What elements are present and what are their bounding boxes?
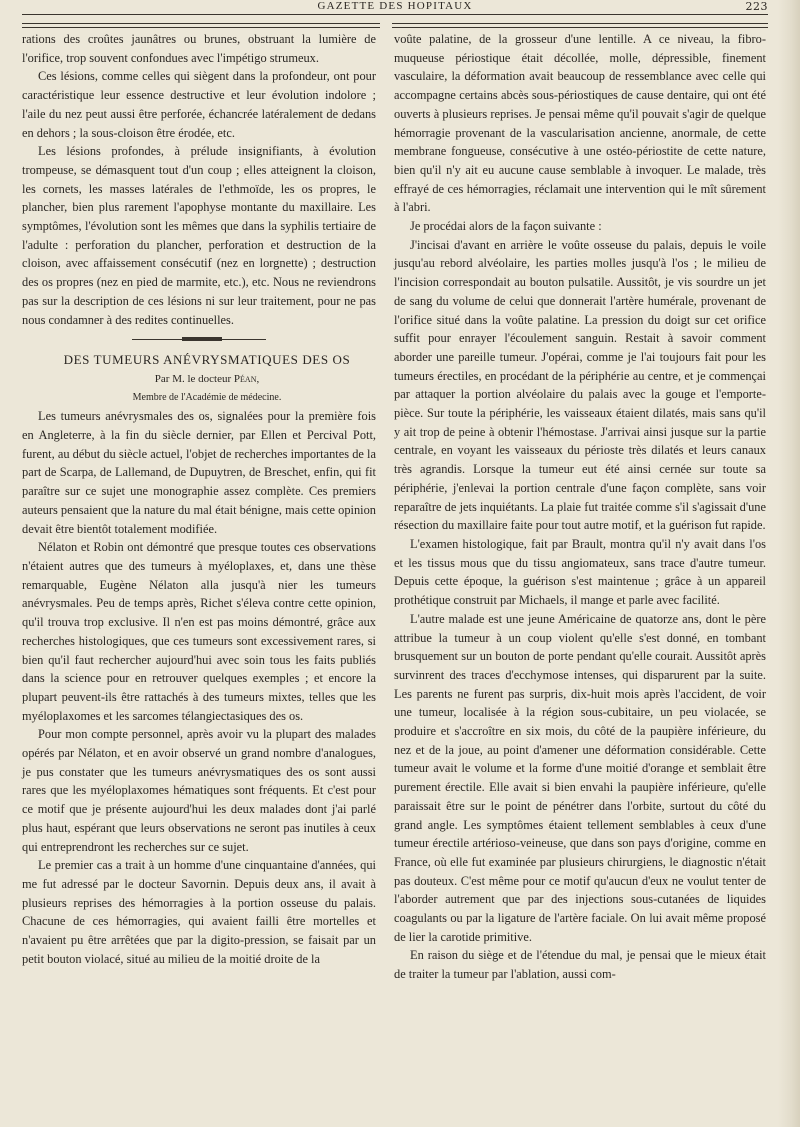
paragraph: L'examen histologique, fait par Brault, montra qu'il n'y avait dans l'os et les tissus mous que du tissu angiomateux, sans trace d'autre tumeur. Depuis cette époque, la guérison s'est maintenue ; grâce à un appareil prothétique construit par Michaels, il mange et parle avec facilité.: [394, 536, 766, 608]
paragraph: L'autre malade est une jeune Américaine de quatorze ans, dont le père attribue la tumeur à un coup violent qu'elle s'est donné, en tombant brusquement sur un bouton de porte pendant qu'elle courait. Aussitôt après survinrent des traces d'ecchymose intenses, qui disparurent par la suite. Les parents ne furent pas surpris, dix-huit mois après l'accident, de voir une tumeur, localisée à la région sous-cubitaire, un peu violacée, se produire et s'accroître en six mois, du côté de la paupière inférieure, du nez et de la joue, au point d'amener une déformation considérable. Cette tumeur avait le volume et la forme d'une moitié d'orange et semblait être purement érectile. Elle avait si bien envahi la paupière inférieure, qu'elle paraissait être sur le point de pénétrer dans l'orbite, surtout du côté du grand angle. Les symptômes étaient tellement semblables à ceux d'une tumeur érectile artérioso-veineuse, que dans son pays d'origine, comme en France, où elle fut examinée par plusieurs chirurgiens, le diagnostic n'était pas douteux. C'est même pour ce motif qu'aucun d'eux ne voulut tenter de l'aborder autrement que par des injections sous-cutanées de liquides coagulants ou par la ligature de l'artère faciale. On lui avait même proposé de lier la carotide primitive.: [394, 611, 766, 944]
byline: [22, 370, 376, 389]
column-rule-left: [22, 23, 380, 28]
column-rule-right: [392, 23, 768, 28]
author-name: Péan,: [233, 372, 260, 385]
paragraph: Le premier cas a trait à un homme d'une cinquantaine d'années, qui me fut adressé par le docteur Savornin. Depuis deux ans, il avait à plusieurs reprises des hémorragies à la portion osseuse du palais. Chacune de ces hémorragies, qui avaient failli être mortelles et n'avaient pu être arrêtées que par la digito-pression, se faisait par un petit bouton violacé, situé au milieu de la moitié droite de la: [22, 858, 376, 966]
paragraph: Les tumeurs anévrysmales des os, signalées pour la première fois en Angleterre, à la fin du siècle dernier, par Ellen et Percival Pott, furent, au début du siècle actuel, l'objet de recherches importantes de la part de Scarpa, de Lallemand, de Dupuytren, de Breschet, enfin, qui fit paraître sur ce sujet une monographie assez complète. Ces premiers auteurs pensaient que la nature du mal était bénigne, mais cette opinion devait être bientôt totalement modifiée.: [22, 409, 376, 536]
journal-title: GAZETTE DES HOPITAUX: [317, 0, 473, 12]
paragraph: Ces lésions, comme celles qui siègent dans la profondeur, ont pour caractéristique leur essence destructive et leur évolution indolore ; l'aile du nez peut aussi être perforée, échancrée latéralement de dedans en dehors ; la sous-cloison être érodée, etc.: [22, 69, 376, 140]
paragraph: En raison du siège et de l'étendue du mal, je pensai que le mieux était de traiter la tumeur par l'ablation, aussi com-: [394, 948, 766, 982]
section-divider: [22, 335, 376, 343]
section-title: DES TUMEURS ANÉVRYSMATIQUES DES OS: [63, 352, 351, 368]
page-header: [22, 0, 768, 15]
paragraph: Nélaton et Robin ont démontré que presque toutes ces observations n'étaient autres que des tumeurs à myéloplaxes, et, dans une thèse remarquable, Eugène Nélaton alla jusqu'à nier les tumeurs anévrysmales. Peu de temps après, Richet s'éleva contre cette opinion, qu'il trouva trop exclusive. Il n'en est pas moins démontré, grâce aux recherches histologiques, que ces tumeurs sont excessivement rares, si bien qu'il faut rechercher aujourd'hui avec soin tous les faits publiés dans la science pour en retrouver quelques exemples ; et encore la plupart peuvent-ils être rattachés à des tumeurs mixtes, telles que les myéloplaxomes et les sarcomes télangiectasiques des os.: [22, 540, 376, 723]
paragraph: Je procédai alors de la façon suivante :: [410, 219, 602, 234]
paragraph: J'incisai d'avant en arrière le voûte osseuse du palais, depuis le voile jusqu'au rebord alvéolaire, les parties molles jusqu'à l'os ; le milieu de l'incision correspondait au bouton pulsatile. Aussitôt, je vis sourdre un jet de sang du volume de celui que donnerait l'artère humérale, provenant de l'orifice situé dans la voûte palatine. La pression du doigt sur cet orifice suffit pour enrayer l'écoulement sanguin. Restait à savoir comment aborder une pareille tumeur. J'opérai, comme je l'ai toujours fait pour les tumeurs érectiles, en procédant de la périphérie au centre, et je commençai par attaquer la portion alvéolaire du palais avec la gouge et l'emporte-pièce. Sur toute la périphérie, les vaisseaux étaient dilatés, mais sans qu'il y ait trop de peine à obtenir l'hémostase. J'arrivai ainsi jusque sur la partie centrale, en voyant les vaisseaux du périoste très dilatés et leurs canaux très agrandis. Lorsque la tumeur eut été ainsi cernée sur toute sa périphérie, j'enlevai la portion centrale d'une façon complète, sans voir reparaître de jets inquiétants. La plaie fut traitée comme s'il s'agissait d'une résection du maxillaire faite pour tout autre motif, et la guérison fut rapide.: [394, 237, 766, 533]
paragraph: Pour mon compte personnel, après avoir vu la plupart des malades opérés par Nélaton, et en avoir observé un grand nombre d'analogues, je pus constater que les tumeurs anévrysmatiques des os sont aussi rares que les myéloplaxomes hématiques sont fréquents. Et c'est pour ce motif que je présente aujourd'hui les deux malades dont j'ai parlé plus haut, espérant que leurs observations ne seront pas inutiles à ceux qui entreprendront les recherches sur ce sujet.: [22, 727, 376, 854]
byline-prefix: Par M. le docteur: [154, 372, 234, 385]
right-column: [394, 30, 766, 984]
left-column: [22, 30, 376, 968]
paragraph: rations des croûtes jaunâtres ou brunes, obstruant la lumière de l'orifice, trop souvent confondues avec l'impétigo strumeux.: [22, 32, 376, 65]
author-affiliation: Membre de l'Académie de médecine.: [132, 391, 282, 403]
page-binding-edge: [778, 0, 800, 1127]
paragraph: voûte palatine, de la grosseur d'une lentille. A ce niveau, la fibro-muqueuse périostique était décollée, molle, dépressible, finement vasculaire, la déformation avait beaucoup de ressemblance avec celle qui accompagne certains abcès sous-périostiques de cause dentaire, qui ont été ouverts à plusieurs reprises. Je pensai même qu'il pouvait s'agir de quelque hémorragie provenant de la vascularisation ancienne, anormale, de cette membrane fongueuse, consécutive à une ostéo-périostite de cette nature, bien qu'il n'y ait eu aucune cause semblable à invoquer. Le malade, très effrayé de ces hémorragies, réclamait une intervention qui le mît sûrement à l'abri.: [394, 32, 766, 215]
page-number: 223: [745, 0, 768, 13]
paragraph: Les lésions profondes, à prélude insignifiants, à évolution trompeuse, se démasquent tout d'un coup ; elles atteignent la cloison, les cornets, les masses latérales de l'ethmoïde, les os propres, le plancher, bien plus rarement l'apophyse montante du maxillaire. Les symptômes, l'évolution sont les mêmes que dans la syphilis tertiaire de l'adulte : perforation du plancher, perforation et destruction de la cloison, avec affaissement consécutif (nez en lorgnette) ; destruction des os propres (nez en pied de marmite, etc.), etc. Nous ne reviendrons pas sur la description de ces lésions ni sur leur traitement, pour ne pas nous condamner à des redites continuelles.: [22, 144, 376, 327]
